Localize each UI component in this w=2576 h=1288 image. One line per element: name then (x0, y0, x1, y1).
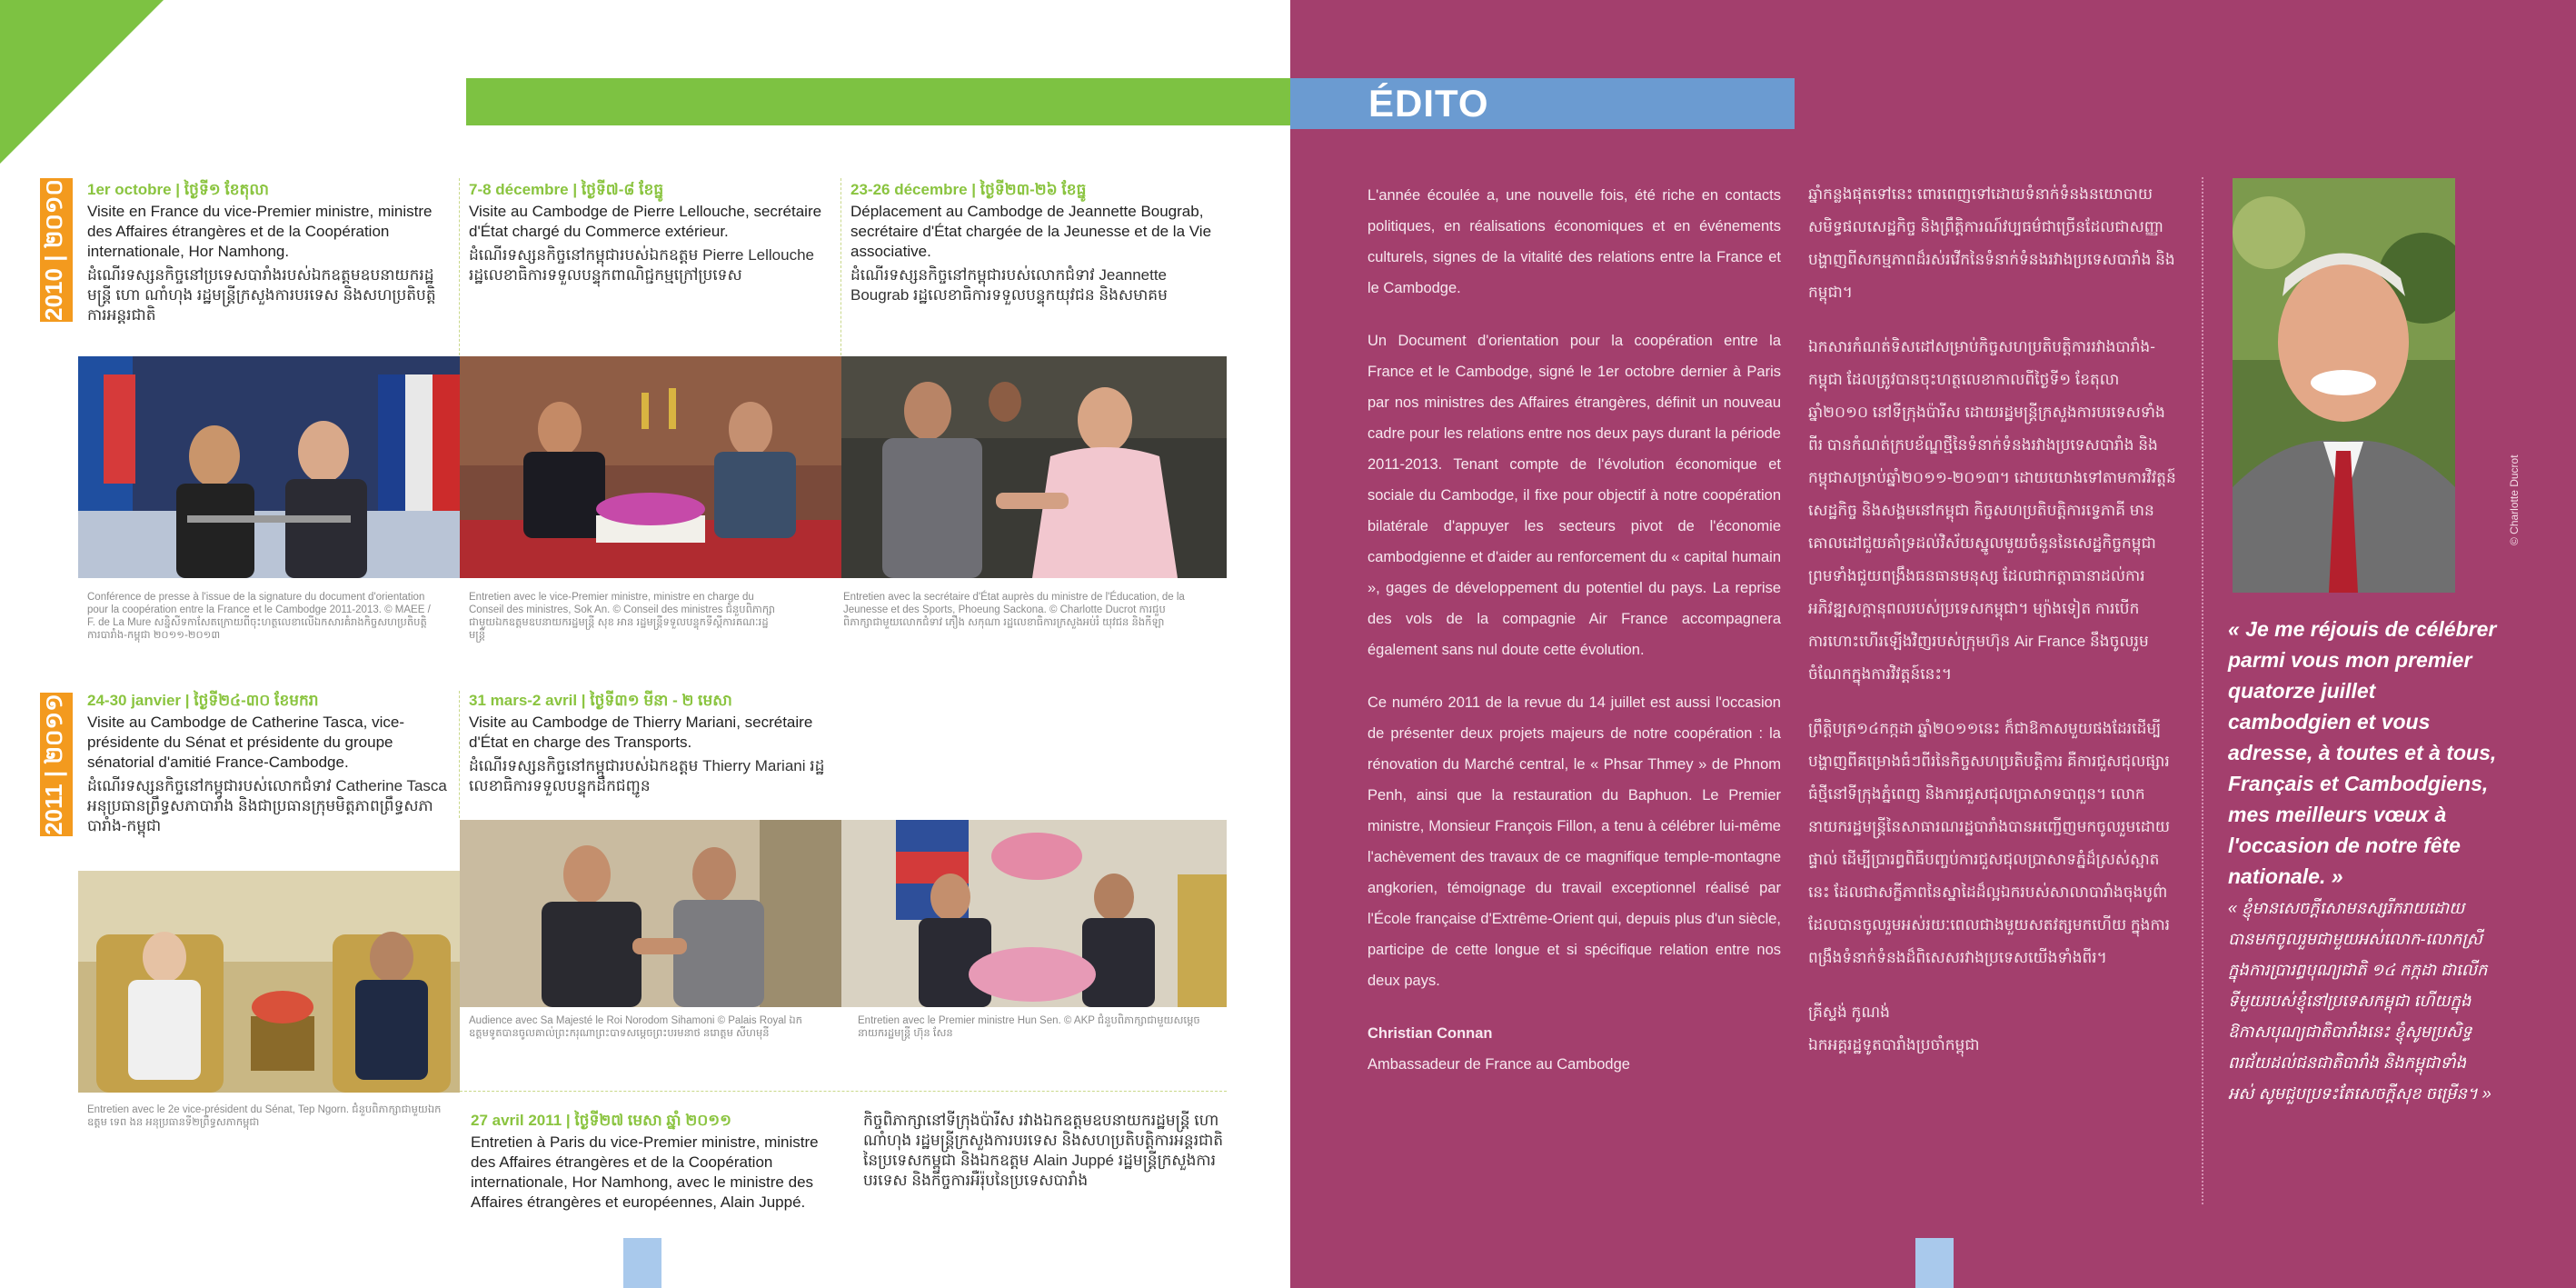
event-date: 24-30 janvier | ថ្ងៃទី២៤-៣០ ខែមករា (87, 692, 319, 709)
event-2010-dec-lellouche (469, 180, 832, 285)
signature-name-km: គ្រីស្ទង់ កូណង់ (1808, 1003, 1890, 1021)
event-date: 7-8 décembre | ថ្ងៃទី៧-៨ ខែធ្នូ (469, 181, 664, 198)
photo-sackona-handshake (841, 356, 1227, 578)
caption-sok-an: Entretien avec le vice-Premier ministre, ministre en charge du Conseil des ministres, Sok An. © Conseil des ministres ជំនួបពិភាក្សាជាមួយឯកឧត្តមឧបនាយករដ្ឋមន្ត្រី សុខ អាន រដ្ឋមន្ត្រីទទួលបន្ទុកទីស្តីការគណៈរដ្ឋមន្ត្រី (469, 592, 776, 641)
event-2011-apr-paris (471, 1111, 834, 1213)
event-divider (459, 691, 460, 818)
event-divider (840, 178, 841, 355)
paragraph: Un Document d'orientation pour la coopération entre la France et le Cambodge, signé le 1er octobre dernier à Paris par nos ministres des Affaires étrangères, définit un nouveau cadre pour les relations entre nos deux pays durant la période 2011-2013. Tenant compte de l'évolution économique et sociale du Cambodge, il fixe pour objectif à notre coopération bilatérale d'appuyer les secteurs pivot de l'économie cambodgienne et d'aider au renforcement du « capital humain », gages de développement du potentiel du pays. La reprise des vols de la compagnie Air France accompagnera également sans nul doute cette évolution. (1368, 333, 1781, 658)
event-text-fr: Déplacement au Cambodge de Jeannette Bougrab, secrétaire d'État chargée de la Jeunesse et de la Vie associative. (850, 203, 1212, 260)
event-text-km: ដំណើរទស្សនកិច្ចនៅកម្ពុជារបស់ឯកឧត្តម Thierry Mariani រដ្ឋលេខាធិការទទួលបន្ទុកដឹកជញ្ជូន (469, 757, 825, 794)
column-divider (2202, 177, 2203, 1204)
signature-title: Ambassadeur de France au Cambodge (1368, 1056, 1630, 1073)
event-text-fr: Entretien à Paris du vice-Premier ministre, ministre des Affaires étrangères et de la Coopération internationale, Hor Namhong, avec le ministre des Affaires étrangères et européennes, Alain Juppé. (471, 1133, 819, 1211)
event-text-km: ដំណើរទស្សនកិច្ចនៅកម្ពុជារបស់លោកជំទាវ Jeannette Bougrab រដ្ឋលេខាធិការទទួលបន្ទុកយុវជន និងសមាគម (850, 266, 1168, 304)
event-divider (459, 178, 460, 355)
paragraph: ឆ្នាំកន្លងផុតទៅនេះ ពោរពេញទៅដោយទំនាក់ទំនងនយោបាយ សមិទ្ធផលសេដ្ឋកិច្ច និងព្រឹត្តិការណ៍វប្បធម៌ជាច្រើនដែលជាសញ្ញាបង្ហាញពីសកម្មភាពដ៏រស់រវើកនៃទំនាក់ទំនងរវាងប្រទេសបារាំង និងកម្ពុជា។ (1808, 185, 2175, 301)
event-2010-oct (87, 180, 451, 325)
caption-hun-sen: Entretien avec le Premier ministre Hun Sen. © AKP ជំនួបពិភាក្សាជាមួយសម្តេចនាយករដ្ឋមន្ត្រី ហ៊ុន សែន (858, 1015, 1200, 1039)
caption-sackona: Entretien avec la secrétaire d'État auprès du ministre de l'Éducation, de la Jeunesse et des Sports, Phoeung Sackona. © Charlotte Ducrot ការជួបពិភាក្សាជាមួយលោកជំទាវ ភឿង សកុណា រដ្ឋលេខាធិការក្រសួងអប់រំ យុវជន និងកីឡា (843, 592, 1185, 628)
paragraph: ព្រឹត្តិបត្រ១៤កក្កដា ឆ្នាំ២០១១នេះ ក៏ជាឱកាសមួយផងដែរដើម្បីបង្ហាញពីគម្រោងធំៗពីរនៃកិច្ចសហប្រតិបត្តិការ គឺការជួសជុលផ្សារធំថ្មីនៅទីក្រុងភ្នំពេញ និងការជួសជុលប្រាសាទបាពួន។ លោកនាយករដ្ឋមន្ត្រីនៃសាធារណរដ្ឋបារាំងបានអញ្ជើញមកចូលរួមដោយផ្ទាល់ ដើម្បីប្រារព្ធពិធីបញ្ចប់ការជួសជុលប្រាសាទភ្នំដ៏ស្រស់ស្អាតនេះ ដែលជាសក្ខីភាពនៃស្នាដៃដ៏ល្អឯករបស់សាលាបារាំងចុងបូព៌ា ដែលបានចូលរួមអស់រយៈពេលជាងមួយសតវត្សមកហើយ ក្នុងការពង្រឹងទំនាក់ទំនងដ៏ពិសេសរវាងប្រទេសយើងទាំងពីរ។ (1808, 720, 2171, 966)
editorial-km-column (1808, 178, 2176, 1062)
paragraph: L'année écoulée a, une nouvelle fois, été riche en contacts politiques, en réalisations économiques et en événements culturels, signes de la vitalité des relations entre la France et le Cambodge. (1368, 187, 1781, 296)
page-tab-right (1915, 1238, 1954, 1288)
pull-quote-fr: « Je me réjouis de célébrer parmi vous mon premier quatorze juillet cambodgien et vous adresse, à toutes et à tous, Français et Cambodgiens, mes meilleurs vœux à l'occasion de notre fête nationale. » (2228, 617, 2497, 888)
ambassador-portrait (2233, 178, 2455, 593)
portrait-credit: © Charlotte Ducrot (2508, 454, 2521, 545)
caption-press-conference: Conférence de presse à l'issue de la signature du document d'orientation pour la coopération entre la France et le Cambodge 2011-2013. © MAEE / F. de La Mure សន្និសីទកាសែតក្រោយពីចុះហត្ថលេខាលើឯកសារគំរាងកិច្ចសហប្រតិបត្តិការបារាំង-កម្ពុជា ២០១១-២០១៣ (87, 592, 431, 641)
paragraph: ឯកសារកំណត់ទិសដៅសម្រាប់កិច្ចសហប្រតិបត្តិការរវាងបារាំង-កម្ពុជា ដែលត្រូវបានចុះហត្ថលេខាកាលពីថ្ងៃទី១ ខែតុលា ឆ្នាំ២០១០ នៅទីក្រុងប៉ារីស ដោយរដ្ឋមន្ត្រីក្រសួងការបរទេសទាំងពីរ បានកំណត់ក្របខ័ណ្ឌថ្មីនៃទំនាក់ទំនងរវាងប្រទេសបារាំង និងកម្ពុជាសម្រាប់ឆ្នាំ២០១១-២០១៣។ ដោយយោងទៅតាមការវិវត្តន៍សេដ្ឋកិច្ច និងសង្គមនៅកម្ពុជា កិច្ចសហប្រតិបត្តិការទ្វេភាគី មានគោលដៅជួយគាំទ្រដល់វិស័យស្នូលមួយចំនួននៃសេដ្ឋកិច្ចកម្ពុជា ព្រមទាំងជួយពង្រឹងធនធានមនុស្ស ដែលជាកត្តាធានាដល់ការអភិវឌ្ឍសក្តានុពលរបស់ប្រទេសកម្ពុជា។ ម្យ៉ាងទៀត ការបើកការហោះហើរឡើងវិញរបស់ក្រុមហ៊ុន Air France នឹងចូលរួមចំណែកក្នុងការវិវត្តន៍នេះ។ (1808, 338, 2176, 683)
event-2011-jan-tasca (87, 691, 451, 836)
signature-title-km: ឯកអគ្គរដ្ឋទូតបារាំងប្រចាំកម្ពុជា (1808, 1036, 1980, 1053)
photo-king-audience (460, 820, 841, 1007)
caption-king: Audience avec Sa Majesté le Roi Norodom Sihamoni © Palais Royal ឯកឧត្តមទូតបានចូលគាល់ព្រះករុណាព្រះបាទសម្តេចព្រះបរមនាថ នរោត្តម សីហមុនី (469, 1015, 802, 1039)
green-corner-triangle (0, 0, 164, 164)
pull-quote-km: « ខ្ញុំមានសេចក្តីសោមនស្សរីករាយដោយបានមកចូលរួមជាមួយអស់លោក-លោកស្រីក្នុងការប្រារព្ធបុណ្យជាតិ ១៤ កក្កដា ជាលើកទីមួយរបស់ខ្ញុំនៅប្រទេសកម្ពុជា ហើយក្នុងឱកាសបុណ្យជាតិបារាំងនេះ ខ្ញុំសូមប្រសិទ្ធពរជ័យដល់ជនជាតិបារាំង និងកម្ពុជាទាំងអស់ សូមជួបប្រទះតែសេចក្តីសុខ ចម្រើន។ » (2228, 899, 2491, 1103)
event-text-km: ដំណើរទស្សនកិច្ចនៅកម្ពុជារបស់ឯកឧត្តម Pierre Lellouche រដ្ឋលេខាធិការទទួលបន្ទុកពាណិជ្ជកម្មក្រៅប្រទេស (469, 246, 815, 284)
page-title: ÉDITO (1368, 82, 1489, 125)
right-page (1290, 0, 2576, 1288)
edito-header-bar (1290, 78, 1795, 129)
editorial-fr-column (1368, 180, 1781, 1080)
year-label-2011: 2011 | ២០១១ (40, 694, 67, 835)
event-2011-apr-paris-km (863, 1111, 1227, 1191)
photo-tep-ngorn-meeting (78, 871, 460, 1093)
event-2010-dec-bougrab (850, 180, 1214, 305)
event-2011-mar-mariani (469, 691, 832, 796)
year-label-2010: 2010 | ២០១០ (40, 179, 67, 321)
green-header-bar (466, 78, 1290, 125)
event-text-fr: Visite au Cambodge de Thierry Mariani, secrétaire d'État en charge des Transports. (469, 714, 813, 751)
paragraph: Ce numéro 2011 de la revue du 14 juillet est aussi l'occasion de présenter deux projets majeurs de notre coopération : la rénovation du Marché central, le « Phsar Thmey » de Phnom Penh, ainsi que la restauration du Baphuon. Le Premier ministre, Monsieur François Fillon, a tenu à célébrer lui-même l'achèvement des travaux de ce magnifique temple-montagne angkorien, témoignage du travail exceptionnel réalisé par l'École française d'Extrême-Orient qui, depuis plus d'un siècle, participe de cette longue et si spécifique relation entre nos deux pays. (1368, 694, 1781, 989)
event-date: 23-26 décembre | ថ្ងៃទី២៣-២៦ ខែធ្នូ (850, 181, 1087, 198)
event-date: 27 avril 2011 | ថ្ងៃទី២៧ មេសា ឆ្នាំ ២០១១ (471, 1112, 731, 1129)
event-date: 31 mars-2 avril | ថ្ងៃទី៣១ មីនា - ២ មេសា (469, 692, 732, 709)
event-text-fr: Visite au Cambodge de Catherine Tasca, vice-présidente du Sénat et présidente du groupe sénatorial d'amitié France-Cambodge. (87, 714, 405, 771)
event-text-fr: Visite au Cambodge de Pierre Lellouche, secrétaire d'État chargé du Commerce extérieur. (469, 203, 822, 240)
event-date: 1er octobre | ថ្ងៃទី១ ខែតុលា (87, 181, 269, 198)
signature-name: Christian Connan (1368, 1025, 1493, 1042)
event-divider (460, 1091, 1227, 1092)
caption-tep-ngorn: Entretien avec le 2e vice-président du Sénat, Tep Ngorn. ជំនួបពិភាក្សាជាមួយឯកឧត្តម ទេព ងន អនុប្រធានទី២ព្រឹទ្ធសភាកម្ពុជា (87, 1104, 442, 1128)
photo-hun-sen-meeting (841, 820, 1227, 1007)
event-text-km: ដំណើរទស្សនកិច្ចនៅប្រទេសបារាំងរបស់ឯកឧត្តមឧបនាយករដ្ឋមន្ត្រី ហោ ណាំហុង រដ្ឋមន្ត្រីក្រសួងការបរទេស និងសហប្រតិបត្តិការអន្តរជាតិ (87, 266, 436, 324)
event-text-km: ដំណើរទស្សនកិច្ចនៅកម្ពុជារបស់លោកជំទាវ Catherine Tasca អនុប្រធានព្រឹទ្ធសភាបារាំង និងជាប្រធានក្រុមមិត្តភាពព្រឹទ្ធសភាបារាំង-កម្ពុជា (87, 777, 447, 834)
photo-sok-an-meeting (460, 356, 841, 578)
page-tab-left (623, 1238, 661, 1288)
event-text-fr: Visite en France du vice-Premier ministre, ministre des Affaires étrangères et de la Coopération internationale, Hor Namhong. (87, 203, 433, 260)
photo-press-conference (78, 356, 460, 578)
event-text-km: កិច្ចពិភាក្សានៅទីក្រុងប៉ារីស រវាងឯកឧត្តមឧបនាយករដ្ឋមន្ត្រី ហោ ណាំហុង រដ្ឋមន្ត្រីក្រសួងការបរទេស និងសហប្រតិបត្តិការអន្តរជាតិនៃប្រទេសកម្ពុជា និងឯកឧត្តម Alain Juppé រដ្ឋមន្ត្រីក្រសួងការបរទេស និងកិច្ចការអឺរ៉ុបនៃប្រទេសបារាំង (863, 1112, 1224, 1189)
